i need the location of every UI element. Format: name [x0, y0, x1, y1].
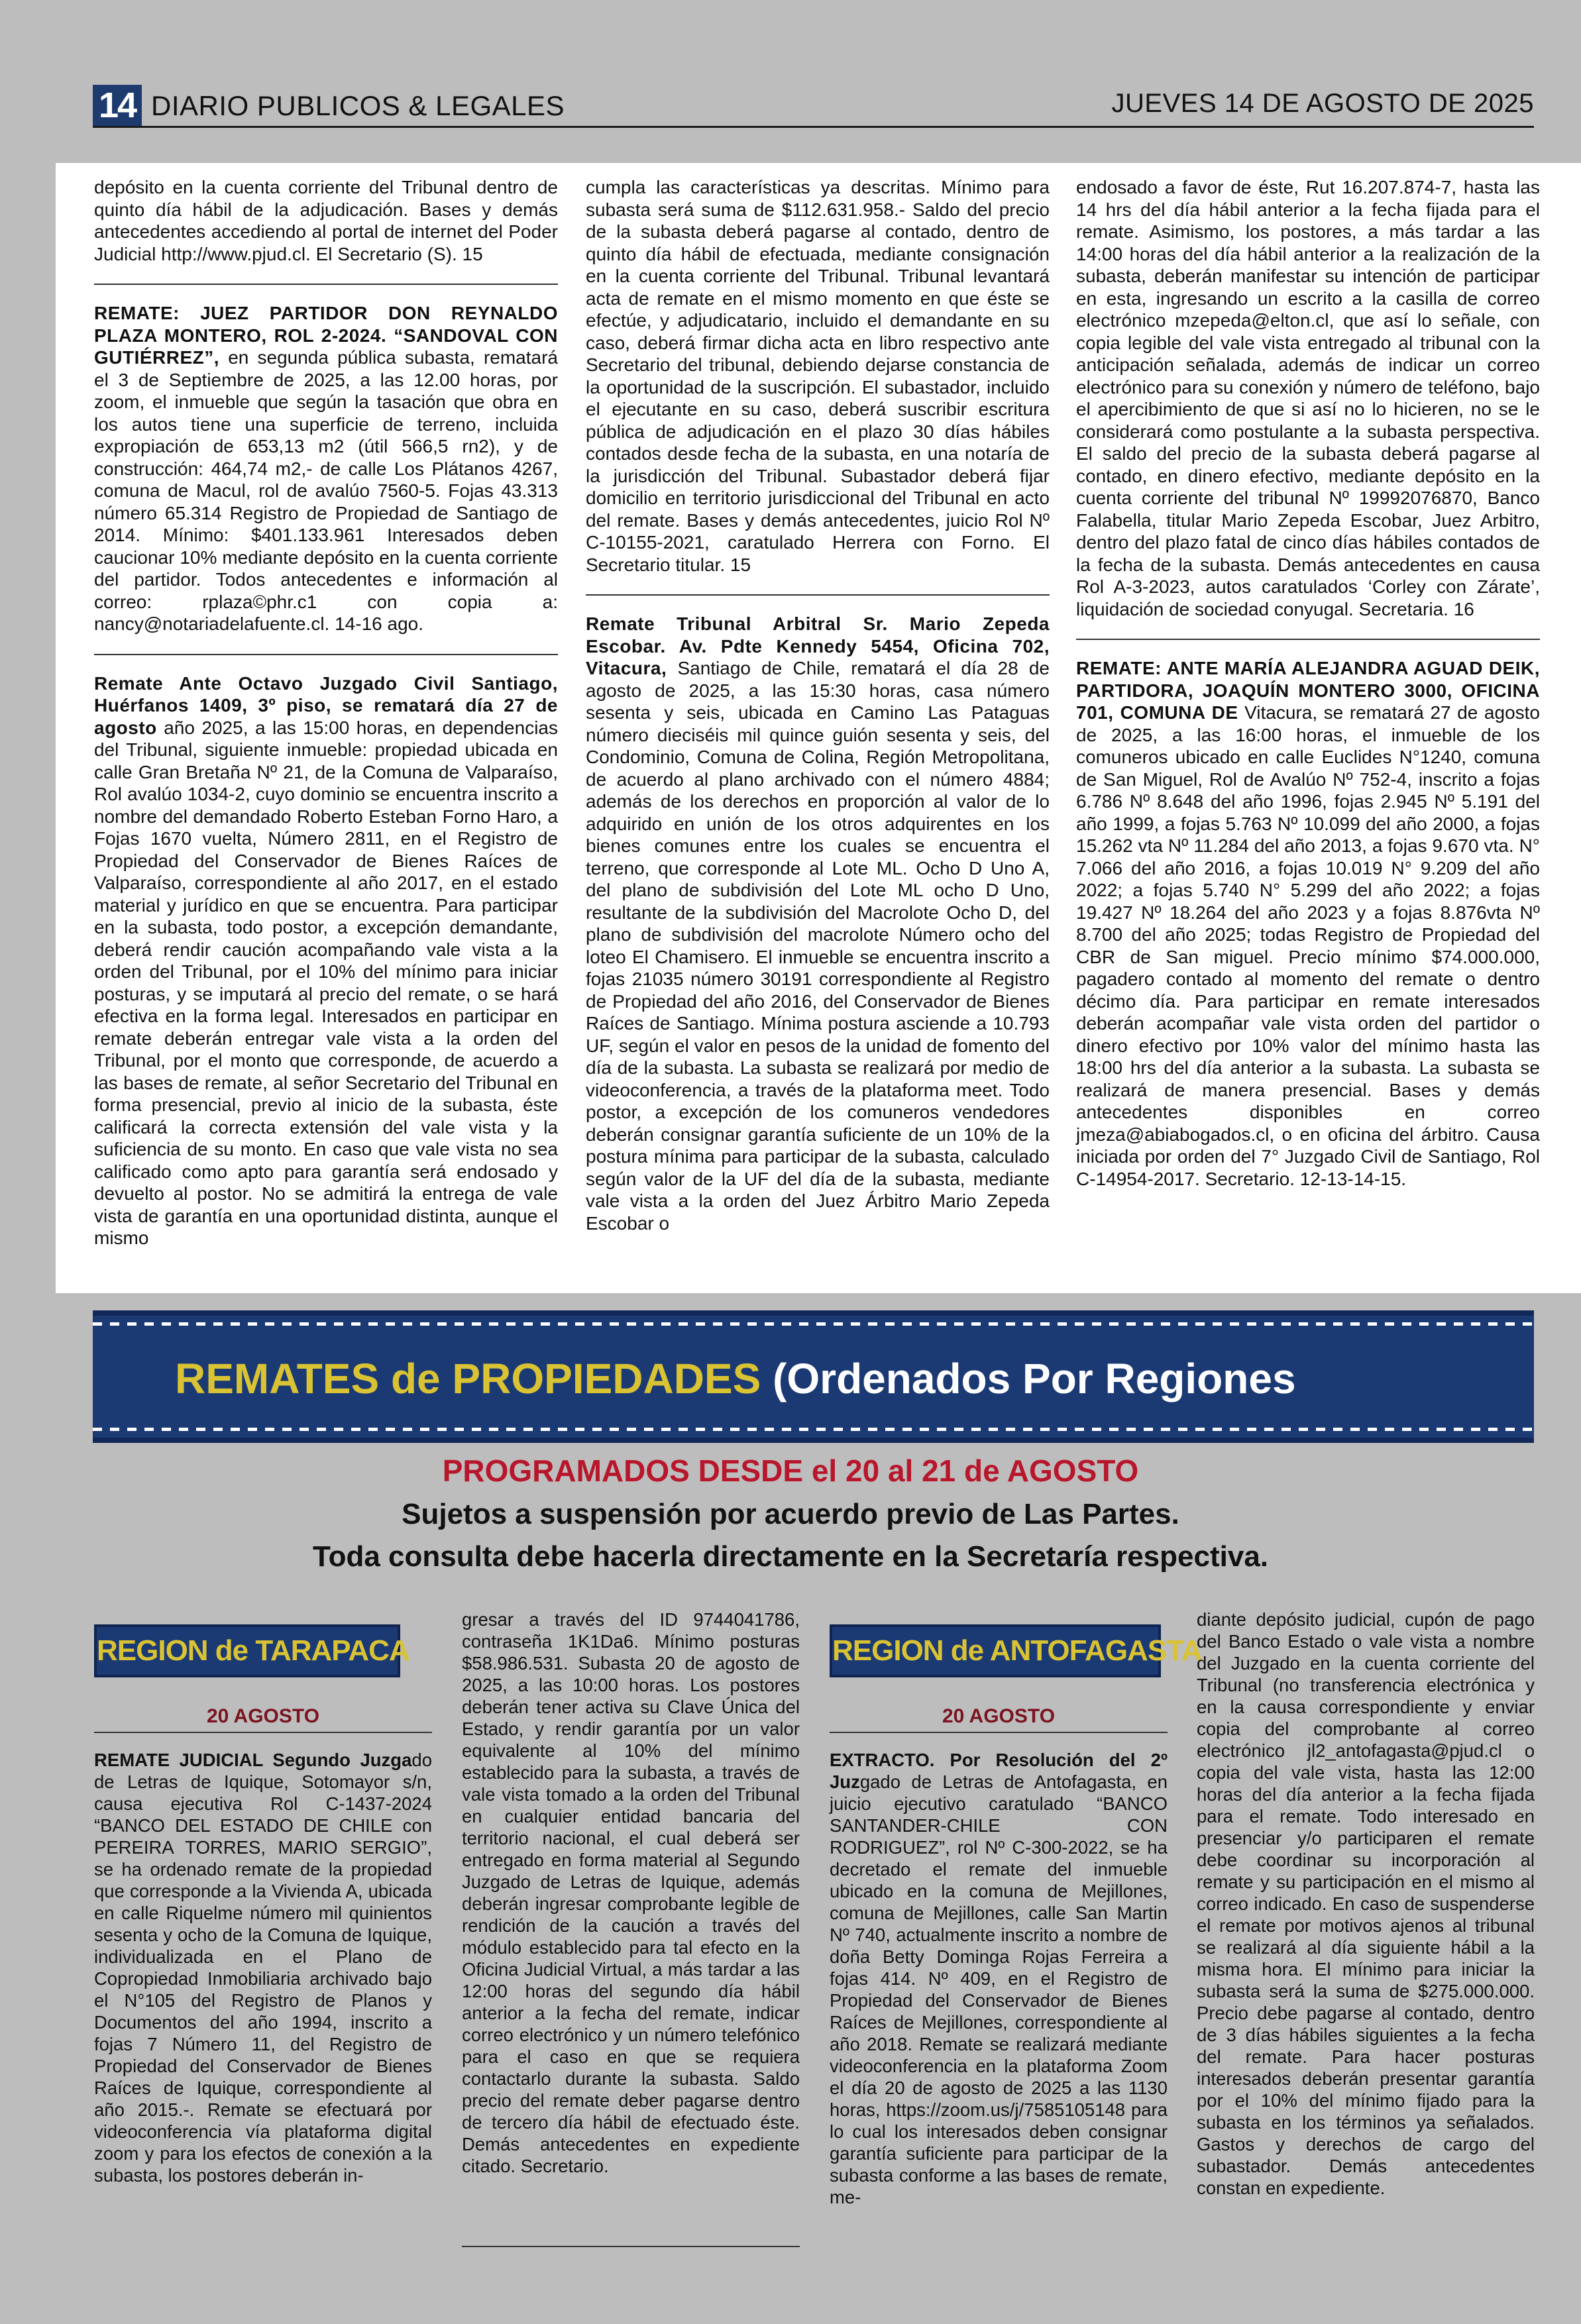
notice: endosado a favor de éste, Rut 16.207.874-7, hasta las 14 hrs del día hábil anterior a la fecha fijada para el remate. Asimismo, los postores, a más tardar a las 14:00 horas del día hábil anterior a la realización de la subasta, deberán manifestar su intención de participar en esta, ingresando un escrito a la casilla de correo electrónico mzepeda@elton.cl, que así lo señale, con copia legible del vale vista entregado al tribunal con la anticipación señalada, además de indicar un correo electrónico para su conexión y número de teléfono, bajo el apercibimiento de que si así no lo hicieren, no se le considerará como postulante a la subasta perspectiva. El saldo del precio de la subasta deberá pagarse al contado, en dinero efectivo, mediante depósito en la cuenta corriente del tribunal Nº 19992076870, Banco Falabella, titular Mario Zepeda Escobar, Juez Arbitro, dentro del plazo fatal de cinco días hábiles contados de la fecha de la subasta. Demás antecedentes en causa Rol A-3-2023, autos caratulados ‘Corley con Zárate’, liquidación de sociedad conyugal. Secretaria. 16 [1076, 176, 1540, 640]
page-header [93, 85, 1534, 128]
notice-tarapaca-part2: gresar a través del ID 9744041786, contraseña 1K1Da6. Mínimo posturas $58.986.531. Subasta 20 de agosto de 2025, a las 10:00 horas. Los postores deberán tener activa su Clave Única del Estado, y rendir garantía por un valor equivalente al 10% del mínimo establecido para la subasta, a través de vale vista tomado a la orden del Tribunal en cualquier entidad bancaria del territorio nacional, el cual deberá ser entregado en forma material al Segundo Juzgado de Letras de Iquique, además deberán ingresar comprobante legible de rendición de la caución a través del módulo establecido para tal efecto en la Oficina Judicial Virtual, a más tardar a las 12:00 horas del segundo día hábil anterior a la fecha del remate, indicar correo electrónico y un número telefónico para el caso en que se requiera contactarlo durante la subasta. Saldo precio del remate deber pagarse dentro de tercero día hábil de efectuado éste. Demás antecedentes en expediente citado. Secretario. [462, 1609, 800, 2176]
notices-block [56, 163, 1581, 1293]
notice: depósito en la cuenta corriente del Tribunal dentro de quinto día hábil de la adjudicación. Bases y demás antecedentes accediendo al portal de internet del Poder Judicial http://www.pjud.cl. El Secretario (S). 15 [94, 176, 558, 285]
divider [462, 2246, 800, 2247]
date-heading: 20 AGOSTO [830, 1705, 1168, 1733]
publication-name: DIARIO PUBLICOS & LEGALES [151, 90, 565, 121]
notice: Remate Ante Octavo Juzgado Civil Santiago, Huérfanos 1409, 3º piso, se rematará día 27 de agosto año 2025, a las 15:00 horas, en dependencias del Tribunal, siguiente inmueble: propiedad ubicada en calle Gran Bretaña Nº 21, de la Comuna de Valparaíso, Rol avalúo 1034-2, cuyo dominio se encuentra inscrito a nombre del demandado Roberto Esteban Forno Haro, a Fojas 1670 vuelta, Número 2811, en el Registro de Propiedad del Conservador de Bienes Raíces de Valparaíso, correspondiente al año 2017, en el estado material y jurídico en que se encuentra. Para participar en la subasta, todo postor, a excepción demandante, deberá rendir caución acompañando vale vista a la orden del Tribunal, por el 10% del mínimo para iniciar posturas, y se imputará al precio del remate, o se hará efectiva en la forma legal. Interesados en participar en remate deberán entregar vale vista a la orden del Tribunal, por el monto que corresponde, de acuerdo a las bases de remate, al señor Secretario del Tribunal en forma presencial, previo al inicio de la subasta, éste calificará la correcta extensión del vale vista y la suficiencia de su monto. En caso que vale vista no sea calificado como apto para garantía será endosado y devuelto al postor. No se admitirá la entrega de vale vista de garantía en una oportunidad distinta, aunque el mismo [94, 672, 558, 1248]
notice: Remate Tribunal Arbitral Sr. Mario Zepeda Escobar. Av. Pdte Kennedy 5454, Oficina 702, Vitacura, Santiago de Chile, rematará el día 28 de agosto de 2025, a las 15:30 horas, casa número sesenta y seis, ubicada en Camino Las Pataguas número dieciséis mil quince guión sesenta y seis, del Condominio, Comuna de Colina, Región Metropolitana, de acuerdo al plano archivado con el número 4884; además de los derechos en proporción al valor de lo adquirido en unión de los otros adquirentes en los bienes comunes entre los cuales se encuentra el terreno, que corresponde al Lote ML. Ocho D Uno A, del plano de subdivisión del Lote ML ocho D Uno, resultante de la subdivisión del Macrolote Ocho D, del plano de subdivisión del macrolote Número ocho del loteo El Chamisero. El inmueble se encuentra inscrito a fojas 21035 número 30191 correspondiente al Registro de Propiedad del año 2016, del Conservador de Bienes Raíces de Santiago. Mínima postura asciende a 10.793 UF, según el valor en pesos de la unidad de fomento del día de la subasta. La subasta se realizará por medio de videoconferencia, a través de la plataforma meet. Todo postor, a excepción de los comuneros vendedores deberán consignar garantía suficiente de un 10% de la postura mínima para participar de la subasta, calculado según valor de la UF del día de la subasta, mediante vale vista a la orden del Juez Árbitro Mario Zepeda Escobar o [586, 613, 1050, 1234]
column-3 [1076, 176, 1540, 1226]
region-header-antofagasta: REGION de ANTOFAGASTA [830, 1624, 1161, 1677]
region-header-tarapaca: REGION de TARAPACA [94, 1624, 400, 1677]
publication-date: JUEVES 14 DE AGOSTO DE 2025 [1111, 89, 1534, 118]
notice: cumpla las características ya descritas. Mínimo para subasta será suma de $112.631.958.- Saldo del precio de la subasta deberá pagarse al contado, dentro de quinto día hábil de efectuada, mediante consignación en la cuenta corriente del Tribunal. Tribunal levantará acta de remate en el mismo momento en que éste se efectúe, y adjudicatario, incluido el demandante en su caso, deberá firmar dicha acta en libro respectivo ante Secretario del tribunal, debiendo dejarse constancia de la oportunidad de la suscripción. El subastador, incluido el ejecutante en su caso, deberá suscribir escritura pública de adjudicación en el plazo 30 días hábiles contados desde fecha de la subasta, en una notaría de la jurisdicción del Tribunal. Subastador deberá fijar domicilio en territorio jurisdiccional del Tribunal en acto del remate. Bases y demás antecedentes, juicio Rol Nº C-10155-2021, caratulado Herrera con Forno. El Secretario titular. 15 [586, 176, 1050, 596]
column-2 [586, 176, 1050, 1270]
schedule-note-1: Sujetos a suspensión por acuerdo previo de Las Partes. [402, 1498, 1179, 1530]
page-number: 14 [93, 85, 142, 126]
schedule-note-2: Toda consulta debe hacerla directamente en la Secretaría respectiva. [312, 1540, 1269, 1573]
notice: REMATE: ANTE MARÍA ALEJANDRA AGUAD DEIK, PARTIDORA, JOAQUÍN MONTERO 3000, OFICINA 701, COMUNA DE Vitacura, se rematará 27 de agosto de 2025, a las 16:00 horas, el inmueble de los comuneros ubicado en calle Euclides N°1240, comuna de San Miguel, Rol de Avalúo Nº 752-4, inscrito a fojas 6.786 Nº 8.648 del año 1996, fojas 2.945 Nº 5.191 del año 1999, a fojas 5.763 Nº 10.099 del año 2000, a fojas 15.262 vta Nº 11.284 del año 2013, a fojas 9.670 vta. N° 7.066 del año 2016, a fojas 10.019 N° 9.209 del año 2022; a fojas 5.740 N° 5.299 del año 2022; a fojas 19.427 Nº 18.264 del año 2023 y a fojas 8.876vta Nº 8.700 del año 2025; todas Registro de Propiedad del CBR de San miguel. Precio mínimo $74.000.000, pagadero contado al momento del remate o dentro décimo día. Para participar en remate interesados deberán acompañar vale vista orden del partidor o dinero efectivo por 10% valor del mínimo hasta las 18:00 hrs del día anterior a la subasta. La subasta se realizará de manera presencial. Bases y demás antecedentes disponibles en correo jmeza@abiabogados.cl, o en oficina del árbitro. Causa iniciada por orden del 7° Juzgado Civil de Santiago, Rol C-14954-2017. Secretario. 12-13-14-15. [1076, 658, 1540, 1189]
notice: REMATE: JUEZ PARTIDOR DON REYNALDO PLAZA MONTERO, ROL 2-2024. “SANDOVAL CON GUTIÉRREZ”, en segunda pública subasta, rematará el 3 de Septiembre de 2025, a las 12.00 horas, por zoom, el inmueble que según la tasación que obra en los autos tiene una superficie de terreno, incluida expropiación de 653,13 m2 (útil 566,5 rn2), y de construcción: 464,74 m2,- de calle Los Plátanos 4267, comuna de Macul, rol de avalúo 7560-5. Fojas 43.313 número 65.314 Registro de Propiedad de Santiago de 2014. Mínimo: $401.133.961 Interesados deben caucionar 10% mediante depósito en la cuenta corriente del partidor. Todos antecedentes e información al correo: rplaza©phr.c1 con copia a: nancy@notariadelafuente.cl. 14-16 ago. [94, 302, 558, 655]
date-heading: 20 AGOSTO [94, 1705, 432, 1733]
notice-antofagasta-part2: diante depósito judicial, cupón de pago del Banco Estado o vale vista a nombre del Juzgado en la cuenta corriente del Tribunal (no transferencia electrónica y en la causa correspondiente y enviar copia del comprobante al correo electrónico jl2_antofagasta@pjud.cl o copia del vale vista, hasta las 12:00 horas del día anterior a la fecha fijada para el remate. Todo interesado en presenciar y/o participaren el remate debe coordinar su incorporación al remate y su participación en el mismo al correo indicado. En caso de suspenderse el remate por motivos ajenos al tribunal se realizará al día siguiente hábil a la misma hora. El mínimo para iniciar la subasta será la suma de $275.000.000. Precio debe pagarse al contado, dentro de 3 días hábiles siguientes a la fecha del remate. Para hacer posturas interesados deberán presentar garantía por el 10% del mínimo fijado para la subasta en los términos ya señalados. Gastos y derechos de cargo del subastador. Demás antecedentes constan en expediente. [1197, 1609, 1535, 2198]
notice-tarapaca-part1: REMATE JUDICIAL Segundo Juzgado de Letras de Iquique, Sotomayor s/n, causa ejecutiva Rol C-1437-2024 “BANCO DEL ESTADO DE CHILE con PEREIRA TORRES, MARIO SERGIO”, se ha ordenado remate de la propiedad que corresponde a la Vivienda A, ubicada en calle Riquelme número mil quinientos sesenta y ocho de la Comuna de Iquique, individualizada en el Plano de Copropiedad Inmobiliaria archivado bajo el N°105 del Registro de Planos y Documentos del año 1994, inscrito a fojas 7 Número 11, del Registro de Propiedad del Conservador de Bienes Raíces de Iquique, correspondiente al año 2015.-. Remate se efectuará por videoconferencia vía plataforma digital zoom y para los efectos de conexión a la subasta, los postores deberán in- [94, 1750, 432, 2186]
notice-antofagasta-part1: EXTRACTO. Por Resolución del 2º Juzgado de Letras de Antofagasta, en juicio ejecutivo caratulado “BANCO SANTANDER-CHILE CON RODRIGUEZ”, rol Nº C-300-2022, se ha decretado el remate del inmueble ubicado en la comuna de Mejillones, comuna de Mejillones, calle San Martin Nº 740, actualmente inscrito a nombre de doña Betty Dominga Rojas Ferreira a fojas 414. Nº 409, en el Registro de Propiedad del Conservador de Bienes Raíces de Mejillones, correspondiente al año 2018. Remate se realizará mediante videoconferencia en la plataforma Zoom el día 20 de agosto de 2025 a las 1130 horas, https://zoom.us/j/7585105148 para lo cual los interesados deben consignar garantía suficiente para participar de la subasta conforme a las bases de remate, me- [830, 1750, 1168, 2207]
section-banner [93, 1310, 1534, 1443]
banner-title: REMATES de PROPIEDADES (Ordenados Por Regiones [175, 1355, 1296, 1402]
column-1 [94, 176, 558, 1285]
schedule-heading: PROGRAMADOS DESDE el 20 al 21 de AGOSTO [442, 1453, 1139, 1488]
